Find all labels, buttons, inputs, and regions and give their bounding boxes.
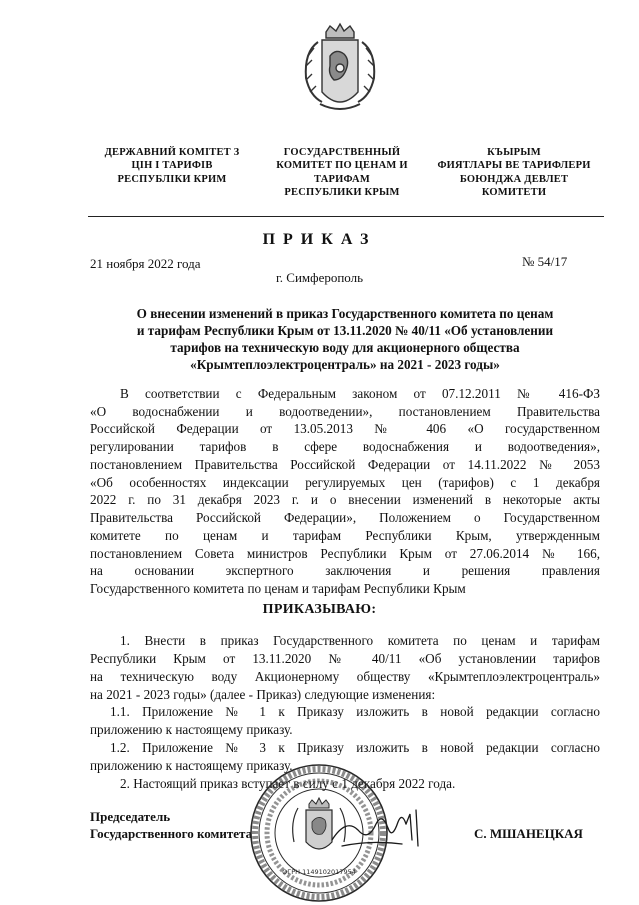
document-date: 21 ноября 2022 года (90, 256, 201, 271)
signer-role-line2: Государственного комитета (90, 826, 253, 841)
item-1-2-line: 1.2. Приложение № 3 к Приказу изложить в новой редакции согласно (110, 740, 600, 755)
header-left-ukrainian: ДЕРЖАВНИЙ КОМІТЕТ З ЦІН І ТАРИФІВ РЕСПУБЛІКИ КРИМ (104, 147, 240, 185)
preamble-line: 2022 г. по 31 декабря 2023 г. и о внесении изменений в некоторые акты (90, 492, 600, 507)
preamble-line: В соответствии с Федеральным законом от 07.12.2011 № 416-ФЗ (120, 386, 600, 401)
item-1-line: Республики Крым от 13.11.2020 № 40/11 «Об установлении тарифов (90, 651, 600, 666)
item-2-line: 2. Настоящий приказ вступает в силу с 1 декабря 2022 года. (120, 776, 456, 791)
preamble-line: регулировании тарифов в сфере водоснабжения и водоотведения», (90, 439, 600, 454)
order-heading: ПРИКАЗЫВАЮ: (262, 602, 377, 617)
preamble-line: комитете по ценам и тарифам Республики Крым, утвержденным (90, 528, 600, 543)
subject-line: «Крымтеплоэлектроцентраль» на 2021 - 2023 годы» (190, 357, 500, 372)
subject-line: и тарифам Республики Крым от 13.11.2020 № 40/11 «Об установлении (136, 323, 554, 338)
preamble-line: «Об особенностях индексации регулируемых цен (тарифов) с 1 декабря (90, 475, 600, 490)
document-city: г. Симферополь (275, 270, 364, 285)
handwritten-signature-icon (322, 800, 432, 860)
preamble-line: Российской Федерации от 13.05.2013 № 406 «О государственном (90, 421, 600, 436)
preamble-line: Государственного комитета по ценам и тарифам Республики Крым (90, 581, 466, 596)
preamble-line: постановлением Совета министров Республики Крым от 27.06.2014 № 166, (90, 546, 600, 561)
subject-line: О внесении изменений в приказ Государственного комитета по ценам (136, 306, 554, 321)
subject-line: тарифов на техническую воду для акционерного общества (170, 340, 520, 355)
header-divider (88, 216, 604, 217)
item-1-1-line: 1.1. Приложение № 1 к Приказу изложить в новой редакции согласно (110, 704, 600, 719)
header-middle-russian: ГОСУДАРСТВЕННЫЙ КОМИТЕТ ПО ЦЕНАМ И ТАРИФАМ РЕСПУБЛИКИ КРЫМ (276, 147, 408, 199)
seal-ogrn-text: ОГРН 1149102017954 (282, 868, 356, 876)
document-subject (90, 305, 600, 373)
preamble-line: на основании экспертного заключения и решения правления (90, 563, 600, 578)
item-1-1-line: приложению к настоящему приказу. (90, 722, 293, 737)
item-1-2-line: приложению к настоящему приказу. (90, 758, 293, 773)
coat-of-arms-icon (292, 22, 388, 118)
preamble-line: постановлением Правительства Российской Федерации от 14.11.2022 № 2053 (90, 457, 600, 472)
document-title: ПРИКАЗ (262, 231, 377, 248)
item-1-line: на 2021 - 2023 годы» (далее - Приказ) следующие изменения: (90, 687, 436, 702)
header-right-crimean-tatar: КЪЫРЫМ ФИЯТЛАРЫ ВЕ ТАРИФЛЕРИ БОЮНДЖА ДЕВЛЕТ КОМИТЕТИ (437, 147, 591, 199)
preamble-line: Правительства Российской Федерации», Положением о Государственном (90, 510, 600, 525)
signer-name: С. МШАНЕЦКАЯ (474, 826, 583, 841)
preamble-line: «О водоснабжении и водоотведении», постановлением Правительства (90, 404, 600, 419)
signer-role-line1: Председатель (90, 809, 171, 824)
item-1-line: 1. Внести в приказ Государственного комитета по ценам и тарифам (120, 633, 600, 648)
document-number: № 54/17 (522, 254, 568, 269)
item-1-line: на техническую воду Акционерному обществу «Крымтеплоэлектроцентраль» (90, 669, 600, 684)
